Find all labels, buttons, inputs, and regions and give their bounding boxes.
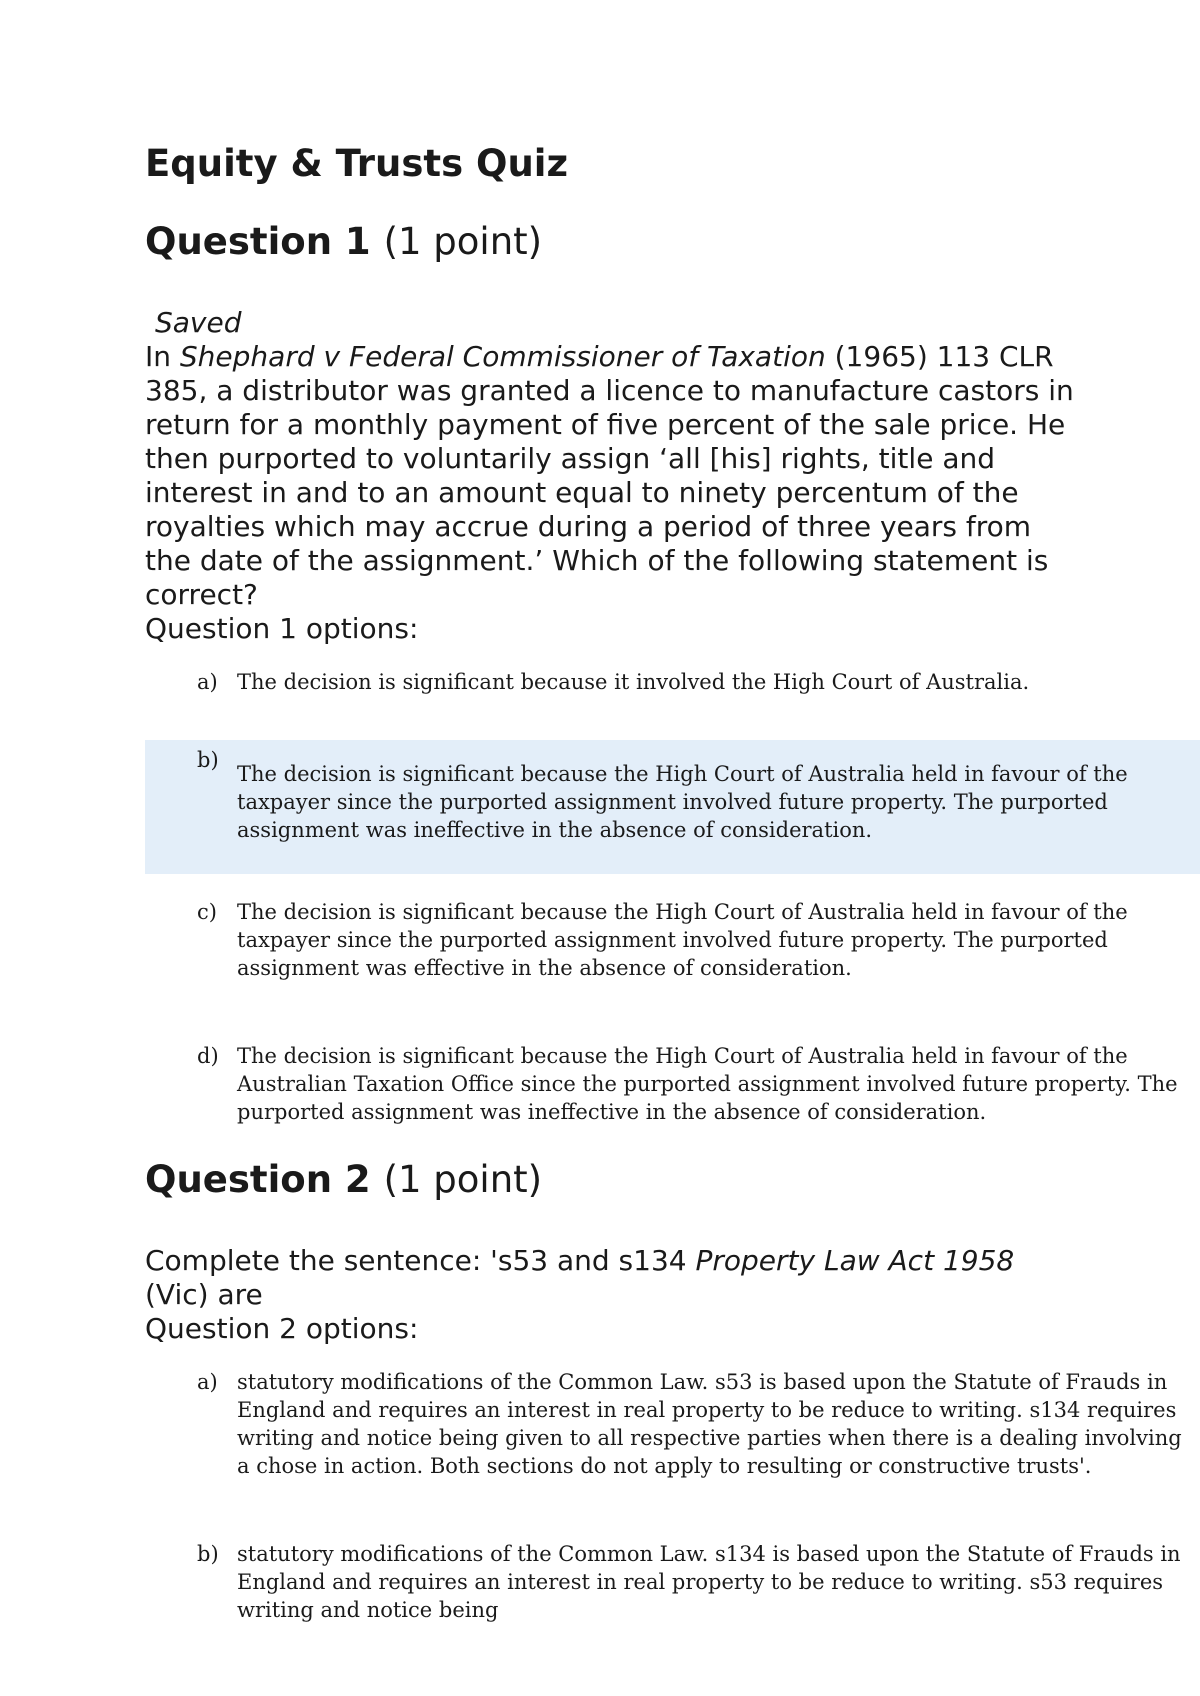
- question-2-heading: [145, 1156, 1200, 1204]
- question-2-options-label: Question 2 options:: [145, 1312, 419, 1345]
- option-letter: a): [197, 1370, 218, 1394]
- stem-body: (1965) 113 CLR 385, a distributor was granted a licence to manufacture castors in return for a monthly payment of five percent of the sale price. He then purported to voluntarily assign ‘all [his] rights, title and interest in and to an amount equal to ninety percentum of the royalties which may accrue during a period of three years from the date of the assignment.’ Which of the following statement is correct?: [145, 340, 1074, 611]
- question-1-options-label: Question 1 options:: [145, 612, 419, 645]
- option-text: statutory modifications of the Common Law. s53 is based upon the Statute of Frauds in England and requires an interest in real property to be reduce to writing. s134 requires writing and notice being given to all respective parties when there is a dealing involving a chose in action. Both sections do not apply to resulting or constructive trusts'.: [237, 1370, 1182, 1478]
- option-text: The decision is significant because the High Court of Australia held in favour of the Australian Taxation Office since the purported assignment involved future property. The purported assignment was ineffective in the absence of consideration.: [237, 1044, 1178, 1124]
- option-letter: d): [197, 1044, 219, 1068]
- question-2-stem: [145, 1244, 1075, 1312]
- option-b[interactable]: [145, 740, 1200, 874]
- question-1: [145, 218, 1200, 1132]
- question-1-points: (1 point): [383, 220, 543, 263]
- question-1-label: Question 1: [145, 220, 371, 263]
- question-1-heading: [145, 218, 1200, 266]
- case-name: Shephard v Federal Commissioner of Taxation: [179, 340, 826, 373]
- option-text: statutory modifications of the Common Law. s134 is based upon the Statute of Frauds in England and requires an interest in real property to be reduce to writing. s53 requires writing and notice being: [237, 1542, 1181, 1622]
- question-2-options: [145, 1362, 1200, 1630]
- option-a[interactable]: [145, 662, 1200, 702]
- question-2: [145, 1156, 1200, 1630]
- option-letter: a): [197, 670, 218, 694]
- stem-prefix: In: [145, 340, 180, 373]
- stem-suffix: (Vic) are: [145, 1278, 263, 1311]
- option-text: The decision is significant because the High Court of Australia held in favour of the taxpayer since the purported assignment involved future property. The purported assignment was effective in the absence of consideration.: [237, 900, 1128, 980]
- question-1-stem: [145, 340, 1075, 612]
- stem-prefix: Complete the sentence: 's53 and s134: [145, 1244, 696, 1277]
- question-2-points: (1 point): [383, 1158, 543, 1201]
- option-b[interactable]: [145, 1534, 1200, 1630]
- question-2-label: Question 2: [145, 1158, 371, 1201]
- option-text: The decision is significant because it involved the High Court of Australia.: [237, 670, 1030, 694]
- option-text: The decision is significant because the High Court of Australia held in favour of the taxpayer since the purported assignment involved future property. The purported assignment was ineffective in the absence of consideration.: [237, 762, 1128, 842]
- option-letter: b): [197, 1542, 219, 1566]
- saved-status: Saved: [155, 306, 242, 339]
- page-title: Equity & Trusts Quiz: [145, 142, 569, 185]
- option-letter: c): [197, 900, 217, 924]
- question-1-options: [145, 662, 1200, 1132]
- option-letter: b): [197, 748, 219, 772]
- act-name: Property Law Act 1958: [695, 1244, 1015, 1277]
- option-d[interactable]: [145, 1036, 1200, 1132]
- quiz-page: [145, 140, 1200, 1630]
- option-c[interactable]: [145, 892, 1200, 988]
- option-a[interactable]: [145, 1362, 1200, 1486]
